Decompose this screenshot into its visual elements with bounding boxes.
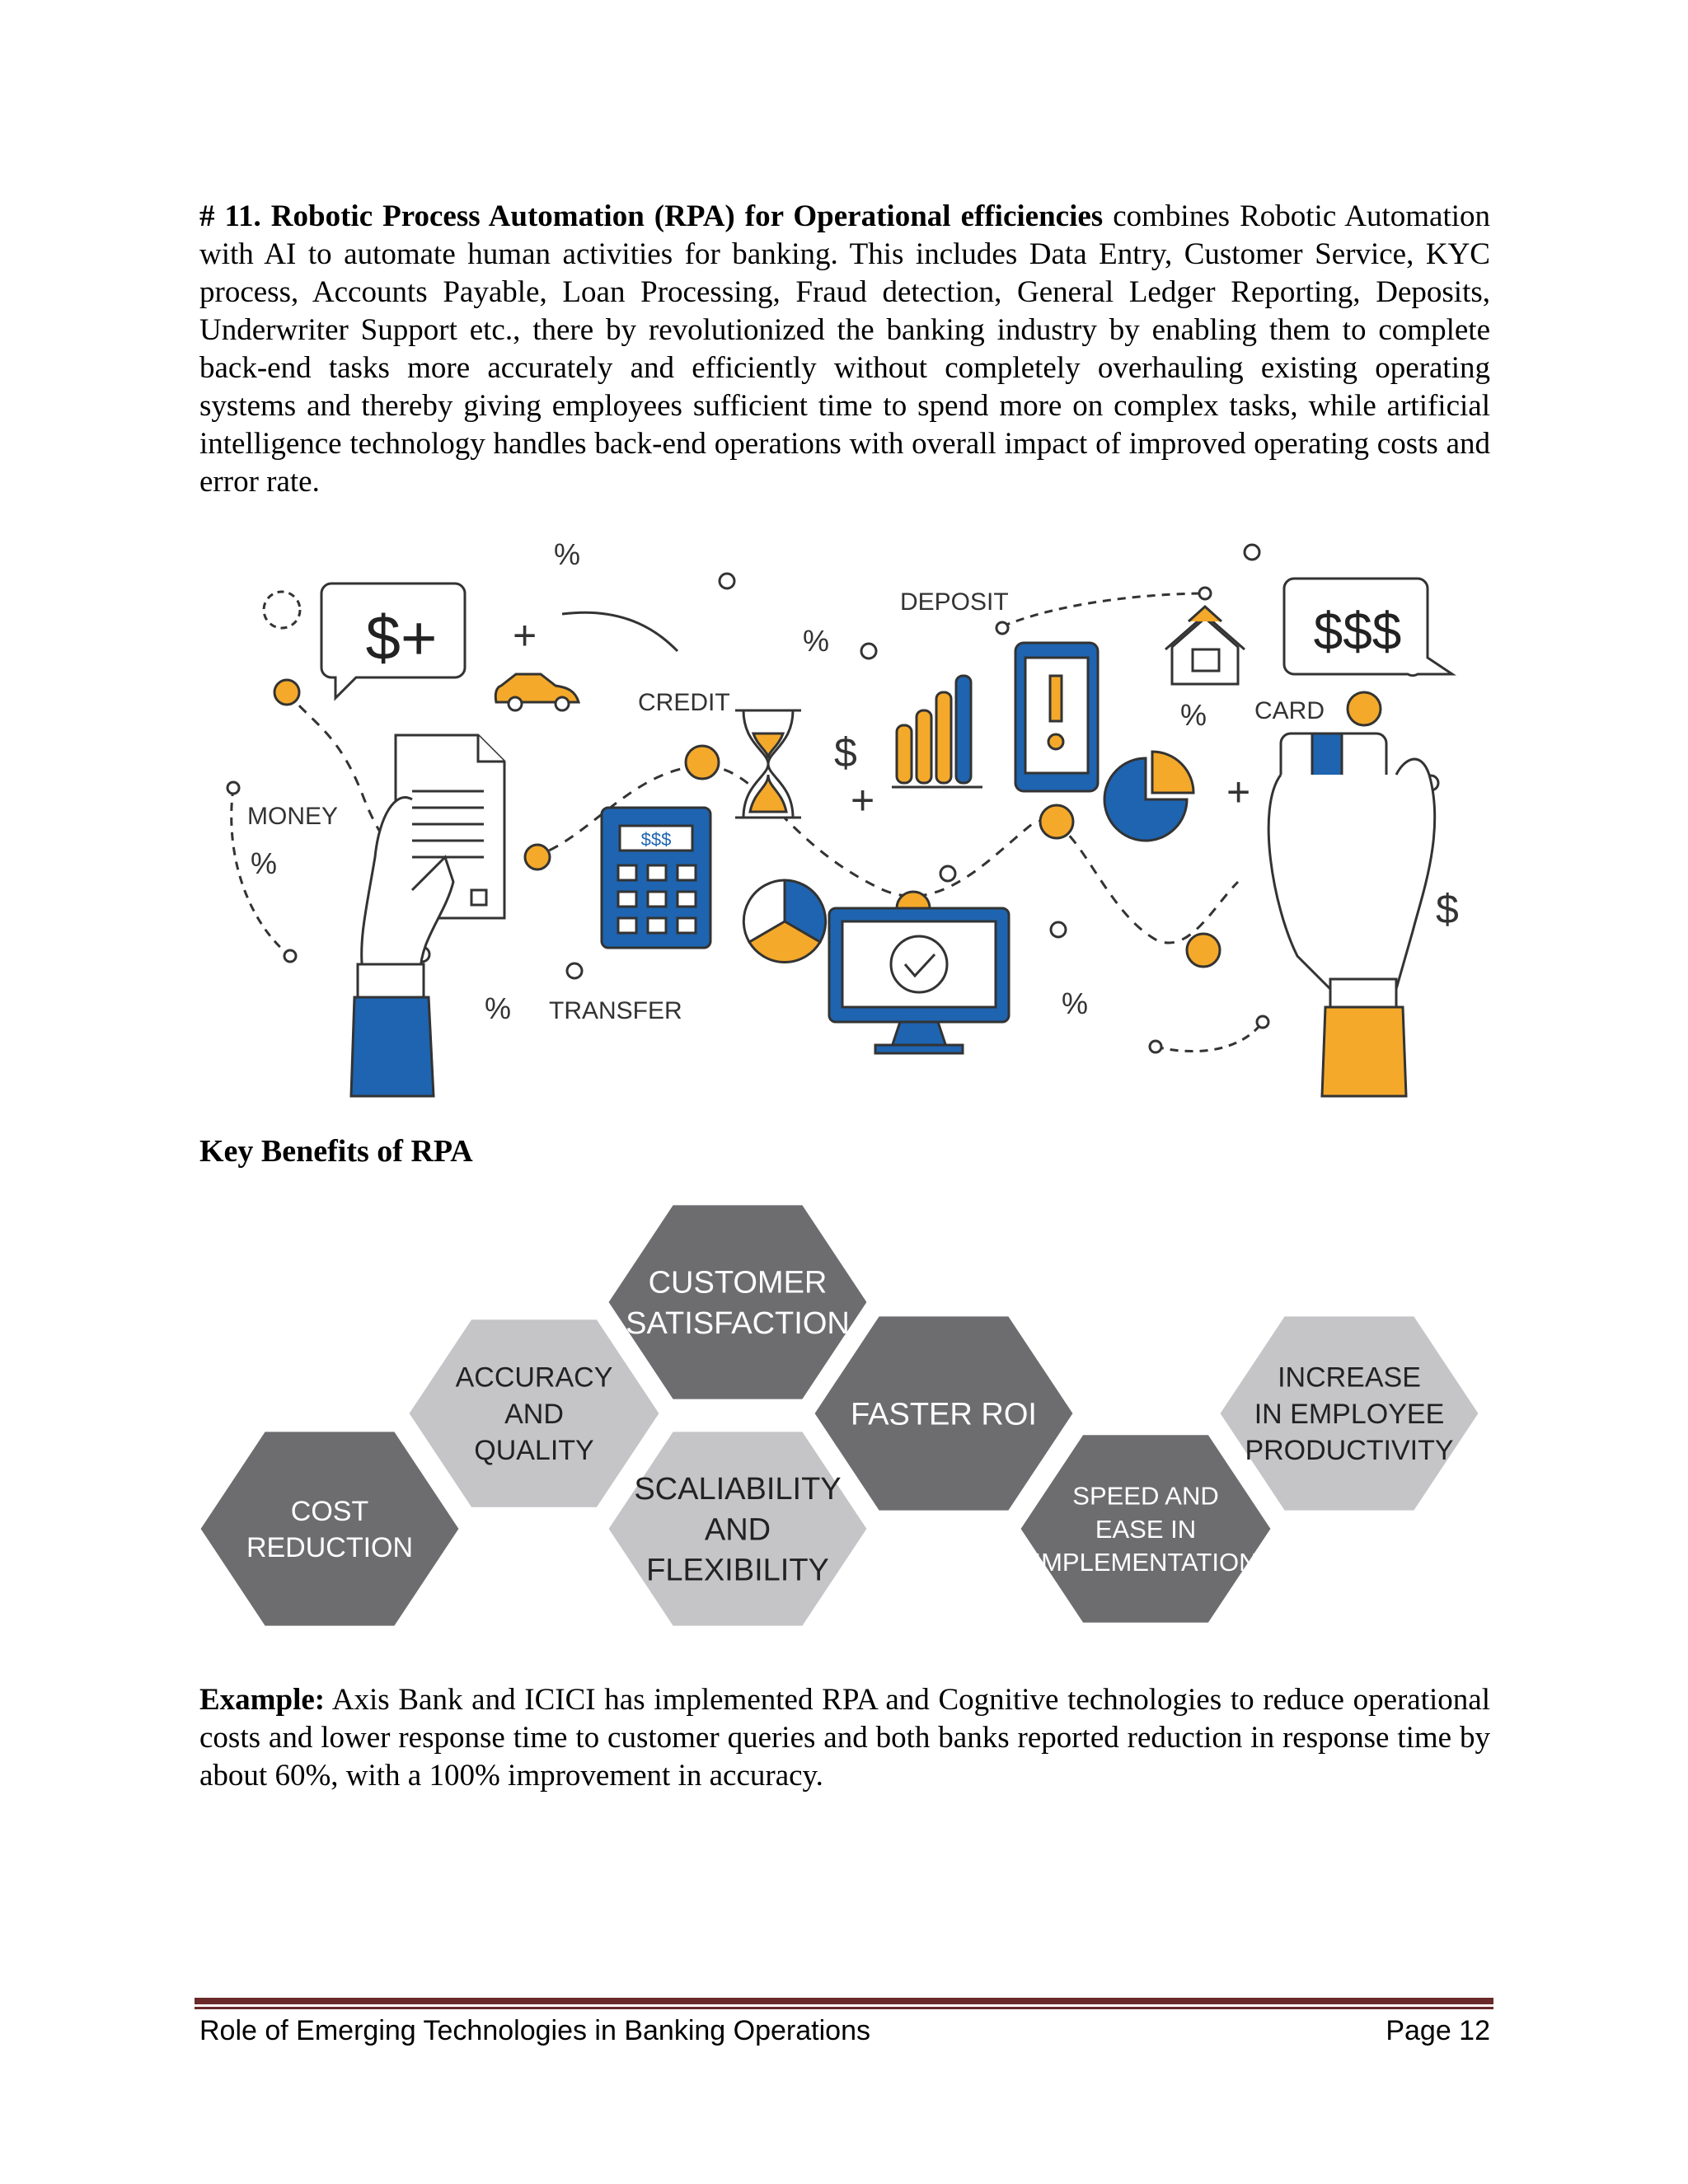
plus-sign: + — [513, 612, 537, 658]
percent-sign: % — [554, 537, 581, 571]
calculator-display: $$$ — [640, 829, 672, 850]
hexagon-label: AND — [504, 1398, 564, 1430]
dollar-sign: $ — [834, 729, 857, 776]
hexagon-label: ACCURACY — [455, 1361, 613, 1394]
hourglass-icon — [735, 710, 801, 818]
hexagon-label: CUSTOMER — [648, 1265, 828, 1301]
hexagon-label: EASE IN — [1095, 1514, 1197, 1544]
hexagon-shape — [606, 1202, 870, 1401]
right-hand-icon — [1268, 759, 1435, 1096]
pie-chart-icon-right — [1104, 752, 1193, 841]
percent-sign: % — [1180, 698, 1207, 732]
hexagon-label: AND — [704, 1512, 771, 1548]
example-body: Axis Bank and ICICI has implemented RPA and Cognitive technologies to reduce operational costs and lower response time to customer queries and both banks reported reduction in response time by about 60%, with a 100% improvement in accuracy. — [199, 1683, 1490, 1793]
label-deposit: DEPOSIT — [900, 588, 1009, 616]
speech-left-text: $+ — [365, 603, 438, 673]
percent-sign: % — [485, 991, 512, 1025]
plus-sign: + — [851, 777, 875, 823]
benefit-hexagon — [606, 1202, 870, 1401]
hexagon-label: SPEED AND — [1072, 1481, 1219, 1511]
percent-sign: % — [1062, 987, 1089, 1020]
bar-chart-icon — [892, 676, 982, 787]
benefit-hexagon — [812, 1314, 1076, 1512]
hexagon-label: INCREASE — [1278, 1361, 1421, 1394]
benefit-hexagon — [198, 1429, 462, 1628]
benefit-hexagon — [406, 1317, 662, 1510]
footer-rule-thin — [195, 2007, 1493, 2009]
benefit-hexagon — [606, 1429, 870, 1628]
hexagon-label: PRODUCTIVITY — [1245, 1435, 1454, 1467]
example-label: Example: — [199, 1683, 326, 1717]
hexagon-label: FLEXIBILITY — [646, 1553, 829, 1588]
footer-rule — [195, 1998, 1493, 2004]
intro-heading: # 11. Robotic Process Automation (RPA) for Operational efficiencies — [199, 199, 1104, 233]
percent-sign: % — [803, 624, 830, 658]
benefits-title: Key Benefits of RPA — [199, 1134, 473, 1169]
hexagon-shape — [198, 1429, 462, 1628]
label-card: CARD — [1254, 697, 1325, 724]
benefit-hexagon — [1018, 1432, 1273, 1625]
speech-right-text: $$$ — [1313, 602, 1402, 661]
house-icon — [1165, 607, 1245, 684]
hexagon-label: SCALIABILITY — [634, 1471, 842, 1507]
hexagon-label: SATISFACTION — [626, 1306, 850, 1341]
phone-icon — [1015, 643, 1098, 791]
intro-paragraph — [199, 198, 1490, 501]
pie-chart-icon-left — [743, 880, 825, 962]
rpa-benefits-hexagons — [198, 1166, 1492, 1644]
intro-body: combines Robotic Automation with AI to automate human activities for banking. This includes Data Entry, Customer Service, KYC process, Accounts Payable, Loan Processing, Fraud detection, General Ledger Reporting, Deposits, Underwriter Support etc., there by revolutionized the banking industry by enabling them to complete back-end tasks more accurately and efficiently without completely overhauling existing operating systems and thereby giving employees sufficient time to spend more on complex tasks, while artificial intelligence technology handles back-end operations with overall impact of improved operating costs and error rate. — [199, 199, 1491, 499]
benefit-hexagon — [1217, 1314, 1481, 1512]
hexagon-label: COST — [290, 1495, 369, 1527]
rpa-banking-illustration — [199, 527, 1490, 1104]
label-transfer: TRANSFER — [549, 997, 682, 1024]
label-money: MONEY — [247, 803, 339, 830]
percent-sign: % — [251, 846, 278, 880]
hexagon-label: REDUCTION — [246, 1532, 414, 1563]
dollar-sign: $ — [1436, 886, 1459, 932]
plus-sign: + — [1226, 769, 1251, 815]
page-number: Page 12 — [1386, 2015, 1490, 2046]
hexagon-label: QUALITY — [474, 1435, 594, 1467]
hexagon-label: FASTER ROI — [851, 1397, 1037, 1432]
hexagon-label: IN EMPLOYEE — [1254, 1398, 1445, 1430]
example-paragraph — [199, 1681, 1490, 1795]
footer-title: Role of Emerging Technologies in Banking Operations — [199, 2015, 870, 2046]
monitor-icon — [829, 908, 1009, 1053]
label-credit: CREDIT — [638, 689, 730, 716]
car-icon — [495, 674, 579, 710]
hexagon-label: IMPLEMENTATION — [1034, 1548, 1258, 1577]
